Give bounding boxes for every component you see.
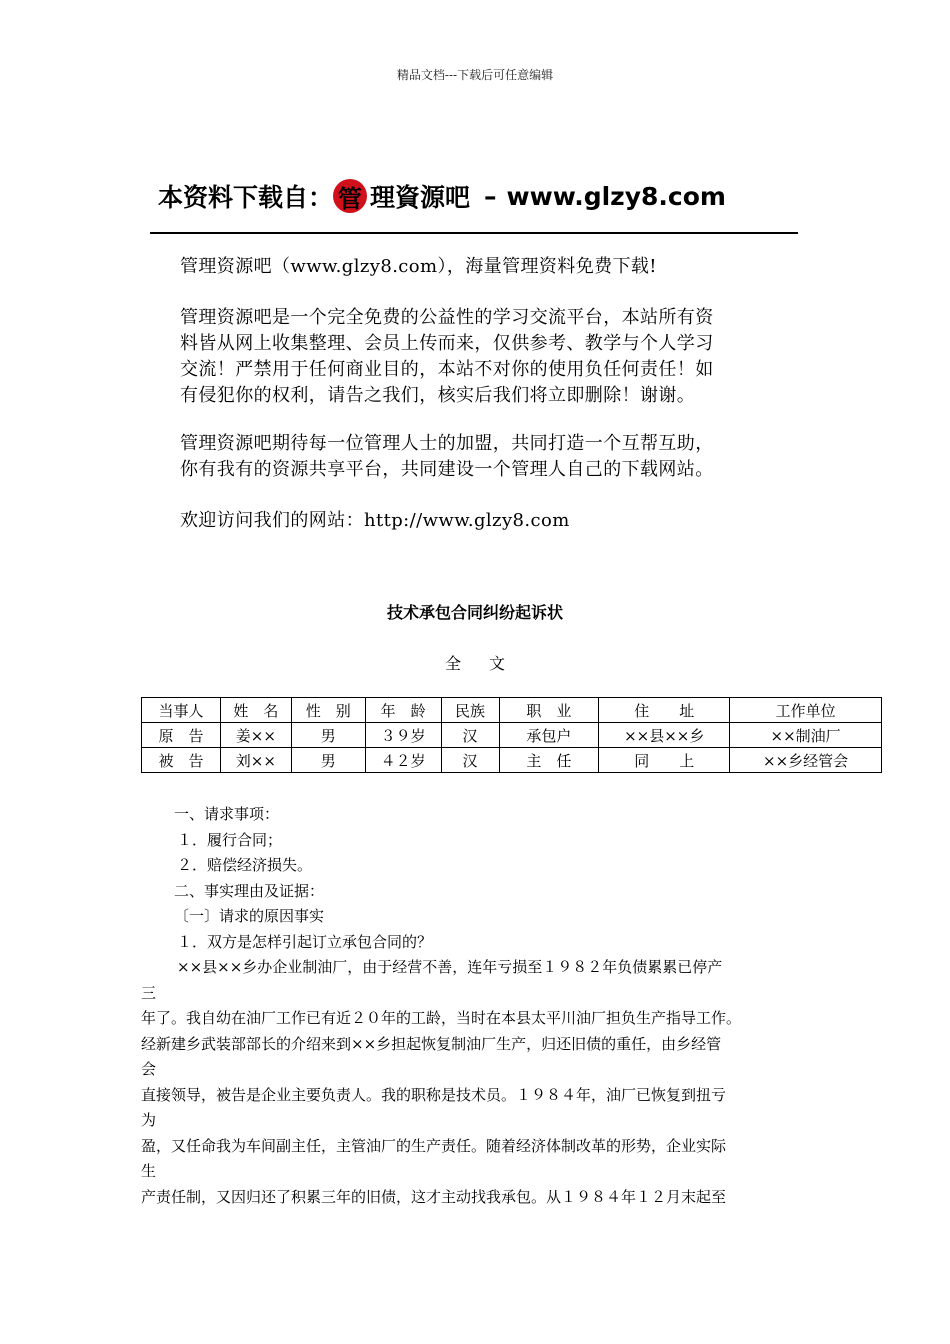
table-cell: 男 — [291, 748, 365, 773]
body-line: １．双方是怎样引起订立承包合同的？ — [177, 932, 433, 951]
table-cell: 承包户 — [499, 723, 599, 748]
intro-line: 管理资源吧期待每一位管理人士的加盟，共同打造一个互帮互助， — [180, 433, 714, 454]
body-line: 二、事实理由及证据： — [174, 881, 325, 900]
table-cell: ××县××乡 — [599, 723, 730, 748]
body-line: 年了。我自幼在油厂工作已有近２０年的工龄，当时在本县太平川油厂担负生产指导工作。 — [141, 1009, 742, 1027]
body-line: 一、请求事项： — [174, 805, 280, 823]
table-header-cell: 职 业 — [499, 698, 599, 723]
banner-dash: – — [484, 181, 497, 211]
table-cell: 被 告 — [142, 748, 221, 773]
table-cell: ××乡经管会 — [730, 748, 882, 773]
table-cell: 刘×× — [220, 748, 291, 773]
body-line: 会 — [141, 1060, 157, 1078]
table-row — [142, 723, 882, 748]
site-logo-badge: 管 — [333, 179, 367, 213]
banner-divider — [150, 232, 798, 234]
document-body — [141, 802, 813, 1210]
table-header-cell: 工作单位 — [730, 698, 882, 723]
body-line: １．履行合同； — [177, 830, 283, 849]
banner-site-name: 理資源吧 — [370, 183, 471, 212]
table-cell: 汉 — [441, 748, 499, 773]
table-header-cell: 民族 — [441, 698, 499, 723]
table-cell: 姜×× — [220, 723, 291, 748]
body-line: 产责任制，又因归还了积累三年的旧债，这才主动找我承包。从１９８４年１２月末起至 — [141, 1187, 727, 1206]
body-line: ××县××乡办企业制油厂，由于经营不善，连年亏损至１９８２年负债累累已停产 — [177, 958, 723, 976]
header-note: 精品文档---下载后可任意编辑 — [396, 68, 554, 82]
parties-table — [141, 697, 882, 773]
intro-paragraph-1: 管理资源吧（www.glzy8.com），海量管理资料免费下载! — [180, 256, 657, 277]
table-cell: ××制油厂 — [730, 723, 882, 748]
table-cell: 主 任 — [499, 748, 599, 773]
table-cell: 男 — [291, 723, 365, 748]
body-line: 为 — [141, 1111, 157, 1129]
table-cell: 汉 — [441, 723, 499, 748]
intro-paragraph-3 — [180, 431, 780, 483]
body-line: 直接领导，被告是企业主要负责人。我的职称是技术员。１９８４年，油厂已恢复到扭亏 — [141, 1085, 727, 1104]
table-header-row — [142, 698, 882, 723]
body-line: 经新建乡武装部部长的介绍来到××乡担起恢复制油厂生产，归还旧债的重任，由乡经管 — [141, 1034, 722, 1053]
banner-url[interactable]: www.glzy8.com — [506, 181, 726, 211]
document-subtitle: 全文 — [444, 654, 533, 673]
body-line: 三 — [141, 983, 157, 1002]
body-line: 〔一〕请求的原因事实 — [174, 907, 325, 925]
intro-paragraph-2 — [180, 305, 780, 409]
body-line: 盈，又任命我为车间副主任，主管油厂的生产责任。随着经济体制改革的形势，企业实际 — [141, 1136, 727, 1155]
table-cell: 同 上 — [599, 748, 730, 773]
banner-prefix: 本资料下载自： — [158, 183, 334, 212]
table-header-cell: 当事人 — [142, 698, 221, 723]
body-line: ２．赔偿经济损失。 — [177, 856, 313, 874]
table-header-cell: 年 龄 — [365, 698, 441, 723]
table-header-cell: 住 址 — [599, 698, 730, 723]
intro-line: 交流！严禁用于任何商业目的，本站不对你的使用负任何责任！如 — [180, 359, 714, 380]
body-line: 生 — [141, 1162, 157, 1180]
intro-line: 有侵犯你的权利，请告之我们，核实后我们将立即删除！谢谢。 — [180, 385, 696, 406]
intro-line: 你有我有的资源共享平台，共同建设一个管理人自己的下载网站。 — [180, 459, 714, 480]
intro-paragraph-4: 欢迎访问我们的网站：http://www.glzy8.com — [180, 510, 570, 531]
intro-line: 料皆从网上收集整理、会员上传而来，仅供参考、教学与个人学习 — [180, 333, 714, 354]
document-title: 技术承包合同纠纷起诉状 — [386, 603, 563, 622]
table-cell: 原 告 — [142, 723, 221, 748]
table-cell: ３９岁 — [365, 723, 441, 748]
intro-line: 管理资源吧是一个完全免费的公益性的学习交流平台，本站所有资 — [180, 307, 714, 328]
table-header-cell: 姓 名 — [220, 698, 291, 723]
table-cell: ４２岁 — [365, 748, 441, 773]
source-banner — [158, 176, 726, 216]
table-header-cell: 性 别 — [291, 698, 365, 723]
table-row — [142, 748, 882, 773]
